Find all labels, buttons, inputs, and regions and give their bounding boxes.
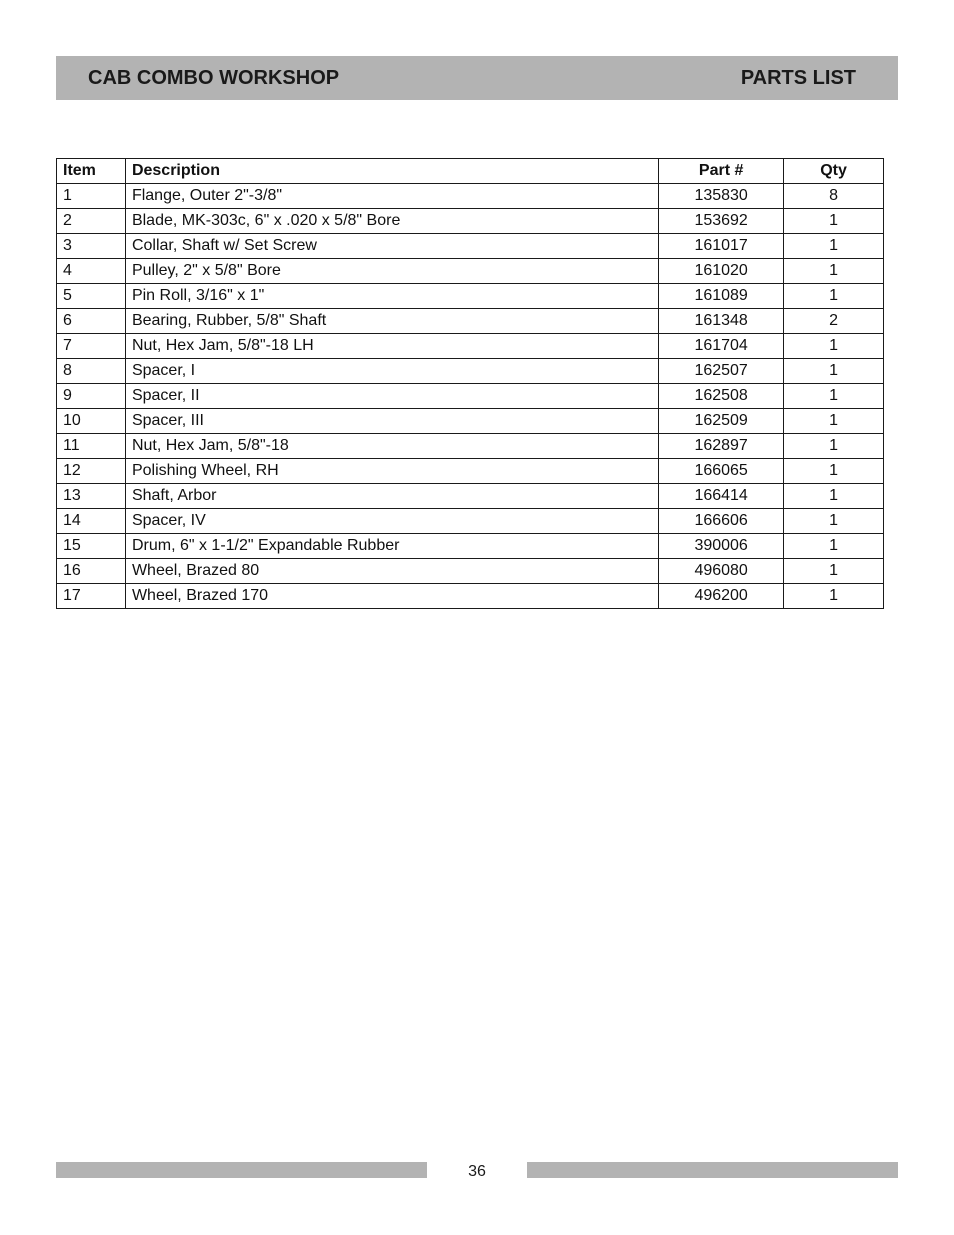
- table-header-row: [57, 159, 884, 184]
- table-row: [57, 234, 884, 259]
- description-cell: Spacer, I: [125, 359, 658, 384]
- table-row: [57, 559, 884, 584]
- parts-list-table: [56, 158, 884, 609]
- table-row: [57, 209, 884, 234]
- item-cell: 8: [57, 359, 126, 384]
- footer-bar-left: [56, 1162, 427, 1178]
- part-number-cell: 161017: [659, 234, 784, 259]
- item-cell: 16: [57, 559, 126, 584]
- item-cell: 5: [57, 284, 126, 309]
- table-row: [57, 459, 884, 484]
- part-number-cell: 166606: [659, 509, 784, 534]
- description-cell: Wheel, Brazed 170: [125, 584, 658, 609]
- quantity-cell: 1: [784, 259, 884, 284]
- table-row: [57, 534, 884, 559]
- column-header-qty: Qty: [784, 159, 884, 184]
- description-cell: Nut, Hex Jam, 5/8"-18 LH: [125, 334, 658, 359]
- part-number-cell: 166065: [659, 459, 784, 484]
- footer-bar-right: [527, 1162, 898, 1178]
- column-header-item: Item: [57, 159, 126, 184]
- table-row: [57, 334, 884, 359]
- document-title: CAB COMBO WORKSHOP: [88, 66, 340, 89]
- quantity-cell: 1: [784, 584, 884, 609]
- column-header-part: Part #: [659, 159, 784, 184]
- description-cell: Shaft, Arbor: [125, 484, 658, 509]
- description-cell: Spacer, IV: [125, 509, 658, 534]
- part-number-cell: 162507: [659, 359, 784, 384]
- description-cell: Blade, MK-303c, 6" x .020 x 5/8" Bore: [125, 209, 658, 234]
- table-row: [57, 384, 884, 409]
- item-cell: 2: [57, 209, 126, 234]
- item-cell: 1: [57, 184, 126, 209]
- part-number-cell: 496080: [659, 559, 784, 584]
- item-cell: 11: [57, 434, 126, 459]
- quantity-cell: 1: [784, 459, 884, 484]
- item-cell: 14: [57, 509, 126, 534]
- quantity-cell: 1: [784, 209, 884, 234]
- description-cell: Polishing Wheel, RH: [125, 459, 658, 484]
- part-number-cell: 153692: [659, 209, 784, 234]
- quantity-cell: 1: [784, 534, 884, 559]
- item-cell: 10: [57, 409, 126, 434]
- table-row: [57, 309, 884, 334]
- item-cell: 9: [57, 384, 126, 409]
- table-row: [57, 434, 884, 459]
- table-row: [57, 409, 884, 434]
- description-cell: Bearing, Rubber, 5/8" Shaft: [125, 309, 658, 334]
- page-number: 36: [468, 1163, 486, 1180]
- part-number-cell: 161348: [659, 309, 784, 334]
- description-cell: Pulley, 2" x 5/8" Bore: [125, 259, 658, 284]
- item-cell: 3: [57, 234, 126, 259]
- quantity-cell: 1: [784, 234, 884, 259]
- part-number-cell: 135830: [659, 184, 784, 209]
- quantity-cell: 1: [784, 284, 884, 309]
- table-row: [57, 359, 884, 384]
- description-cell: Collar, Shaft w/ Set Screw: [125, 234, 658, 259]
- quantity-cell: 1: [784, 559, 884, 584]
- quantity-cell: 1: [784, 434, 884, 459]
- quantity-cell: 1: [784, 409, 884, 434]
- quantity-cell: 1: [784, 334, 884, 359]
- part-number-cell: 496200: [659, 584, 784, 609]
- quantity-cell: 1: [784, 384, 884, 409]
- description-cell: Wheel, Brazed 80: [125, 559, 658, 584]
- description-cell: Pin Roll, 3/16" x 1": [125, 284, 658, 309]
- table-row: [57, 484, 884, 509]
- quantity-cell: 1: [784, 484, 884, 509]
- description-cell: Drum, 6" x 1-1/2" Expandable Rubber: [125, 534, 658, 559]
- table-row: [57, 584, 884, 609]
- item-cell: 7: [57, 334, 126, 359]
- quantity-cell: 2: [784, 309, 884, 334]
- part-number-cell: 162509: [659, 409, 784, 434]
- section-title: PARTS LIST: [740, 66, 856, 89]
- description-cell: Flange, Outer 2"-3/8": [125, 184, 658, 209]
- quantity-cell: 8: [784, 184, 884, 209]
- quantity-cell: 1: [784, 359, 884, 384]
- part-number-cell: 161704: [659, 334, 784, 359]
- part-number-cell: 166414: [659, 484, 784, 509]
- item-cell: 12: [57, 459, 126, 484]
- item-cell: 6: [57, 309, 126, 334]
- item-cell: 15: [57, 534, 126, 559]
- part-number-cell: 161020: [659, 259, 784, 284]
- item-cell: 17: [57, 584, 126, 609]
- quantity-cell: 1: [784, 509, 884, 534]
- table-row: [57, 259, 884, 284]
- table-row: [57, 509, 884, 534]
- part-number-cell: 162897: [659, 434, 784, 459]
- item-cell: 4: [57, 259, 126, 284]
- table-row: [57, 184, 884, 209]
- item-cell: 13: [57, 484, 126, 509]
- table-row: [57, 284, 884, 309]
- description-cell: Nut, Hex Jam, 5/8"-18: [125, 434, 658, 459]
- column-header-description: Description: [125, 159, 658, 184]
- part-number-cell: 161089: [659, 284, 784, 309]
- description-cell: Spacer, II: [125, 384, 658, 409]
- part-number-cell: 162508: [659, 384, 784, 409]
- page-header-bar: [56, 56, 898, 100]
- description-cell: Spacer, III: [125, 409, 658, 434]
- part-number-cell: 390006: [659, 534, 784, 559]
